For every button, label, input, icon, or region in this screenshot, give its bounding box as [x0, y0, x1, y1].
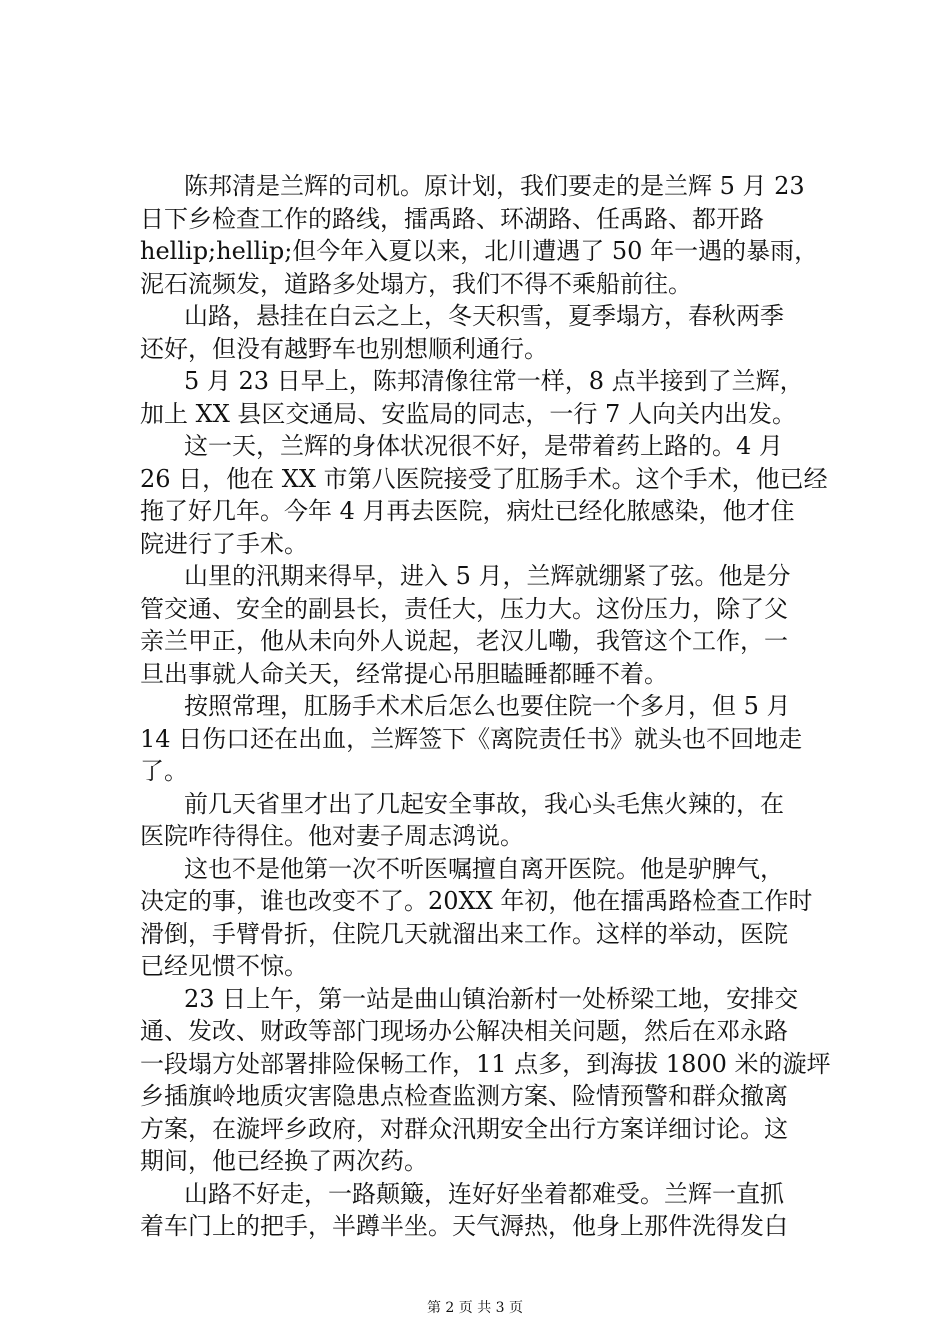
text-line: 一段塌方处部署排险保畅工作，11 点多，到海拔 1800 米的漩坪 [140, 1049, 831, 1078]
text-line: 山里的汛期来得早，进入 5 月，兰辉就绷紧了弦。他是分 [184, 562, 791, 590]
document-body [140, 170, 840, 1243]
text-line: 了。 [140, 757, 188, 785]
text-line: 亲兰甲正，他从未向外人说起，老汉儿嘞，我管这个工作，一 [140, 627, 788, 655]
text-line: 这也不是他第一次不听医嘱擅自离开医院。他是驴脾气， [184, 854, 784, 883]
text-line: 乡插旗岭地质灾害隐患点检查监测方案、险情预警和群众撤离 [140, 1082, 788, 1110]
text-line: 陈邦清是兰辉的司机。原计划，我们要走的是兰辉 5 月 23 [184, 172, 805, 200]
text-line: 决定的事，谁也改变不了。20XX 年初，他在擂禹路检查工作时 [140, 887, 813, 915]
text-line: hellip;hellip;但今年入夏以来，北川遭遇了 50 年一遇的暴雨， [140, 237, 819, 265]
text-line: 通、发改、财政等部门现场办公解决相关问题，然后在邓永路 [140, 1017, 788, 1045]
text-line: 山路不好走，一路颠簸，连好好坐着都难受。兰辉一直抓 [184, 1179, 784, 1208]
text-line: 14 日伤口还在出血，兰辉签下《离院责任书》就头也不回地走 [140, 724, 803, 753]
text-line: 按照常理，肛肠手术术后怎么也要住院一个多月，但 5 月 [184, 692, 791, 720]
text-line: 这一天，兰辉的身体状况很不好，是带着药上路的。4 月 [184, 432, 783, 460]
text-line: 泥石流频发，道路多处塌方，我们不得不乘船前往。 [140, 269, 692, 298]
text-line: 拖了好几年。今年 4 月再去医院，病灶已经化脓感染，他才住 [140, 497, 795, 525]
text-line: 山路，悬挂在白云之上，冬天积雪，夏季塌方，春秋两季 [184, 302, 784, 330]
text-line: 管交通、安全的副县长，责任大，压力大。这份压力，除了父 [140, 594, 788, 623]
page-footer: 第 2 页 共 3 页 [426, 1300, 524, 1316]
text-line: 旦出事就人命关天，经常提心吊胆瞌睡都睡不着。 [140, 659, 668, 688]
text-line: 滑倒，手臂骨折，住院几天就溜出来工作。这样的举动，医院 [140, 919, 788, 948]
text-line: 院进行了手术。 [140, 529, 308, 558]
text-line: 加上 XX 县区交通局、安监局的同志，一行 7 人向关内出发。 [140, 399, 796, 428]
text-line: 还好，但没有越野车也别想顺利通行。 [140, 334, 548, 363]
text-line: 方案，在漩坪乡政府，对群众汛期安全出行方案详细讨论。这 [140, 1114, 788, 1143]
text-line: 23 日上午，第一站是曲山镇治新村一处桥梁工地，安排交 [184, 984, 799, 1013]
text-line: 日下乡检查工作的路线，擂禹路、环湖路、任禹路、都开路 [140, 204, 764, 233]
text-line: 26 日，他在 XX 市第八医院接受了肛肠手术。这个手术，他已经 [140, 464, 828, 493]
text-line: 期间，他已经换了两次药。 [140, 1147, 428, 1175]
text-line: 已经见惯不惊。 [140, 952, 308, 980]
text-line: 前几天省里才出了几起安全事故，我心头毛焦火辣的，在 [184, 789, 784, 818]
text-line: 5 月 23 日早上，陈邦清像往常一样，8 点半接到了兰辉， [184, 367, 804, 395]
text-line: 医院咋待得住。他对妻子周志鸿说。 [140, 822, 524, 850]
text-line: 着车门上的把手，半蹲半坐。天气溽热，他身上那件洗得发白 [140, 1212, 788, 1240]
